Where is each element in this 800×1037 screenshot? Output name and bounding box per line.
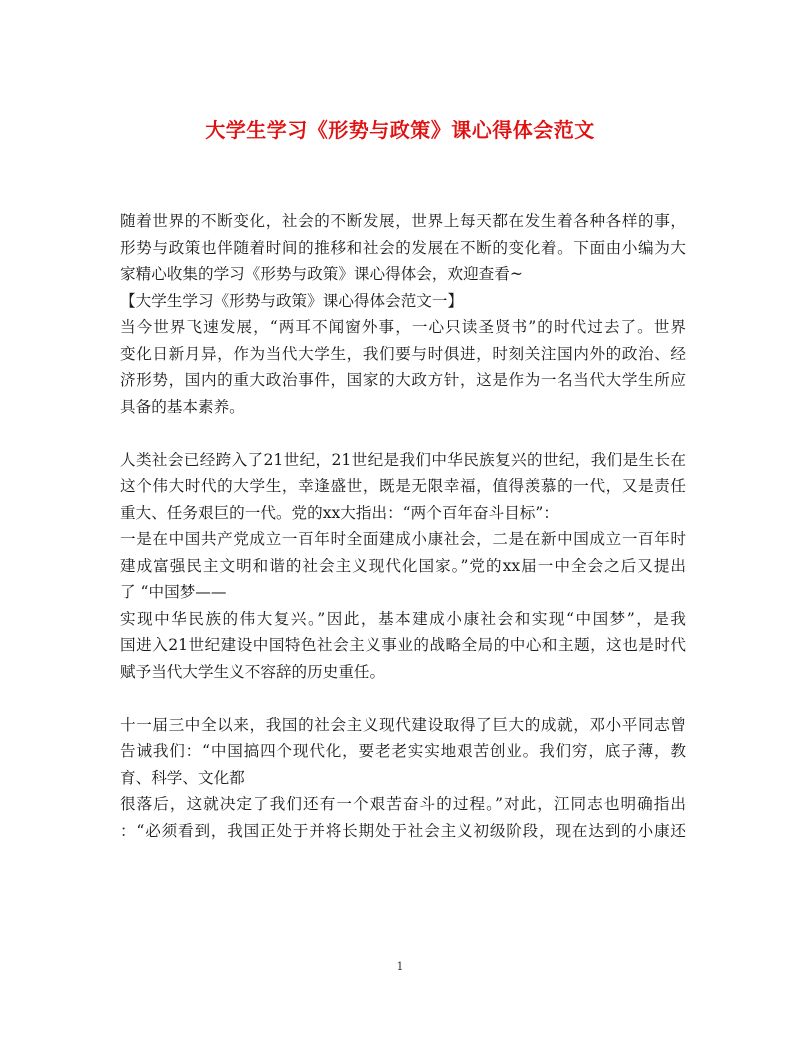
text-line: 了 “中国梦——: [120, 583, 227, 601]
text-line: 这个伟大时代的大学生，幸逢盛世，既是无限幸福，值得羡慕的一代，又是责任: [120, 477, 686, 495]
text-line: 具备的基本素养。: [120, 397, 245, 416]
paragraph: [120, 208, 686, 420]
text-line: 育、科学、文化都: [120, 768, 245, 787]
paragraph: [120, 712, 686, 845]
text-line: 实现中华民族的伟大复兴。”因此，基本建成小康社会和实现“中国梦”，是我: [120, 609, 686, 628]
text-line: 一是在中国共产党成立一百年时全面建成小康社会，二是在新中国成立一百年时: [120, 530, 686, 548]
text-line: 济形势，国内的重大政治事件，国家的大政方针，这是作为一名当代大学生所应: [120, 371, 686, 389]
document-body: [120, 208, 686, 844]
text-line: 当今世界飞速发展，“两耳不闻窗外事，一心只读圣贤书”的时代过去了。世界: [120, 318, 686, 336]
text-line: 建成富强民主文明和谐的社会主义现代化国家。”党的xx届一中全会之后又提出: [120, 556, 686, 575]
text-line: ：“必须看到，我国正处于并将长期处于社会主义初级阶段，现在达到的小康还: [120, 821, 686, 840]
section-heading: 【大学生学习《形势与政策》课心得体会范文一】: [120, 291, 464, 310]
text-line: 国进入21世纪建设中国特色社会主义事业的战略全局的中心和主题，这也是时代: [120, 636, 686, 654]
text-line: 十一届三中全以来，我国的社会主义现代建设取得了巨大的成就，邓小平同志曾: [120, 715, 686, 734]
paragraph-gap: [120, 685, 686, 712]
page-number: 1: [396, 960, 404, 973]
text-line: 很落后，这就决定了我们还有一个艰苦奋斗的过程。”对此，江同志也明确指出: [120, 795, 686, 813]
text-line: 告诫我们：“中国搞四个现代化，要老老实实地艰苦创业。我们穷，底子薄，教: [120, 742, 686, 760]
text-line: 变化日新月异，作为当代大学生，我们要与时俱进，时刻关注国内外的政治、经: [120, 344, 686, 363]
text-line: 家精心收集的学习《形势与政策》课心得体会，欢迎查看~: [120, 265, 523, 283]
text-line: 赋予当代大学生义不容辞的历史重任。: [120, 662, 386, 681]
text-line: 重大、任务艰巨的一代。党的xx大指出：“两个百年奋斗目标”：: [120, 503, 559, 522]
text-line: 人类社会已经跨入了21世纪，21世纪是我们中华民族复兴的世纪，我们是生长在: [120, 450, 686, 469]
paragraph: [120, 447, 686, 686]
paragraph-gap: [120, 420, 686, 447]
text-line: 随着世界的不断变化，社会的不断发展，世界上每天都在发生着各种各样的事，: [120, 212, 686, 230]
text-line: 形势与政策也伴随着时间的推移和社会的发展在不断的变化着。下面由小编为大: [120, 238, 686, 257]
document-title: 大学生学习《形势与政策》课心得体会范文: [205, 118, 595, 142]
